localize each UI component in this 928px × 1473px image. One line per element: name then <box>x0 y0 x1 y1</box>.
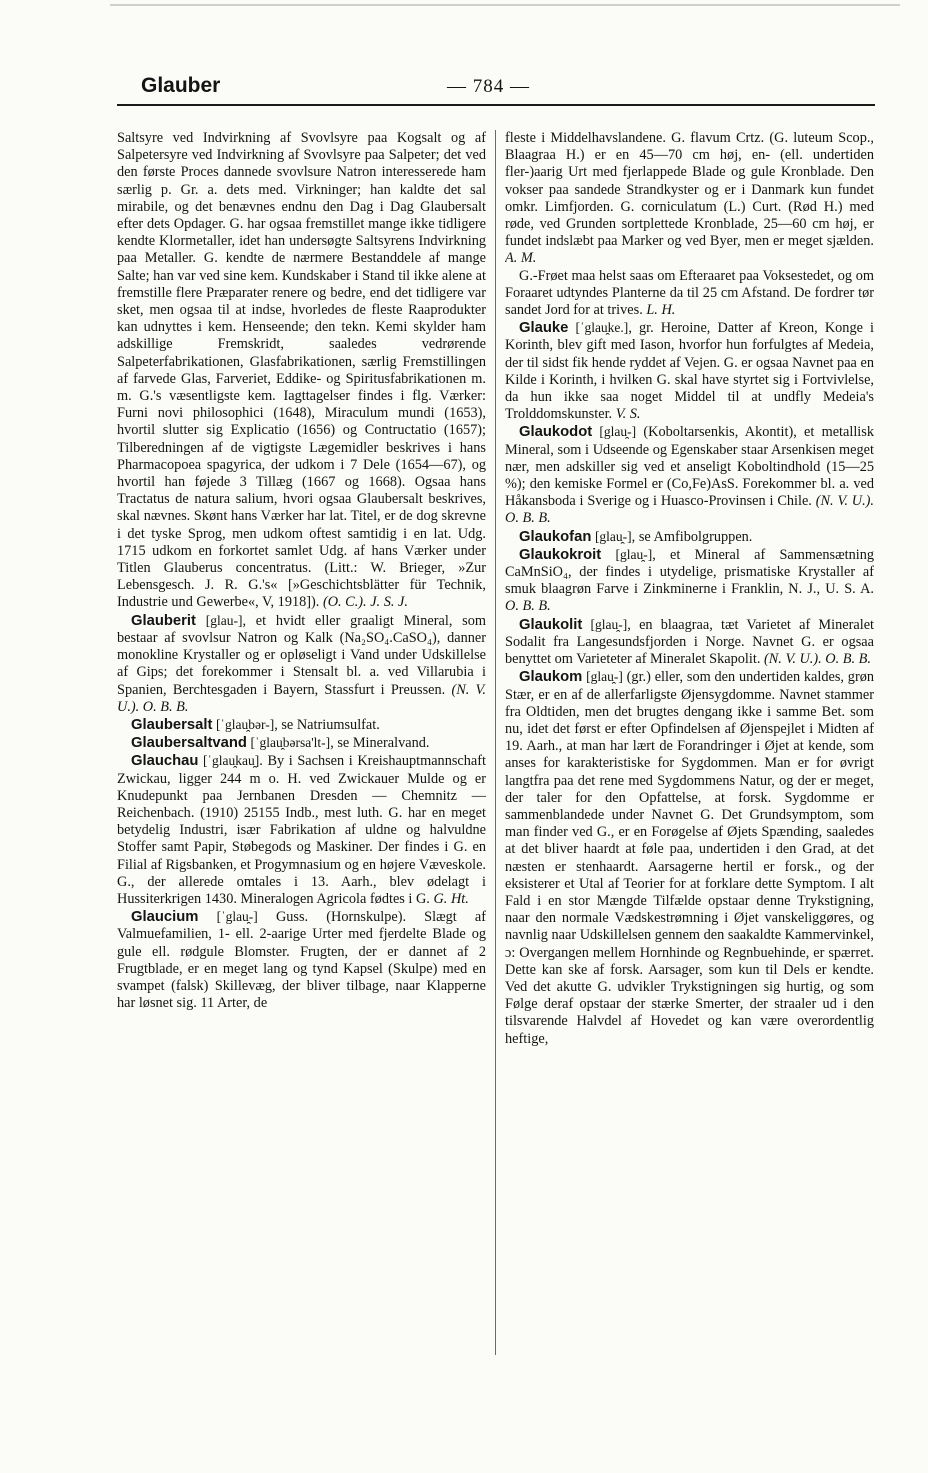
entry-pronunciation: [glau̯-] <box>590 616 628 632</box>
entry-headword: Glaukolit <box>519 616 583 633</box>
entry-text: Saltsyre ved Indvirkning af Svovlsyre paa Kogsalt og af Salpetersyre ved Indvirkning af Svovlsyre paa Salpeter; det ved den første Proces dannede svovlsure Natron interesserede ham særlig p. Gr. a. dets med. Virkninger; han kaldte det sal mirabile, og det benævnes endnu den Dag i Dag Glaubersalt efter dets Opdager. G. har ogsaa fremstillet mange ikke tidligere kendte Klormetaller, idet han undersøgte Saltsyrens Indvirkning paa Metaller. G. kendte de nærmere Bestanddele af mange Salte; han var ved sine kem. Kundskaber i Stand til ikke alene at fremstille flere Præparater renere og bedre, end det tidligere var sket, men ogsaa til at indse, hvorledes de fleste Raaprodukter kan udnyttes i kem. Henseende; den tekn. Kemi skylder ham adskillige Fremskridt, saaledes vedrørende Salpeterfabrikationen, Glasfabrikationen, særlig Fremstillingen af farvede Glas, Farveriet, Eddike- og Spiritusfabrikationen m. m. G.'s væsentligste kem. Iagttagelser findes i flg. Værker: Furni novi philosophici (1648), Miraculum mundi (1653), hvortil slutter sig Explicatio (1656) og Contructatio (1657); Tilberedningen af de vigtigste Lægemidler beskrives i hans Pharmacopoea spagyrica, der udkom i 7 Dele (1654—67), og hvortil han føjede 3 Tillæg (1667 og 1668). Ogsaa hans Tractatus de natura salium, hvori ogsaa Glaubersalt beskrives, skal nævnes. Skønt hans Værker har lat. Titel, er de dog skrevne i det tyske Sprog, men udkom oftest samtidig i en lat. Udg. 1715 udkom en forkortet samlet Udg. af hans Værker under Titlen Glauberus concentratus. (Litt.: W. Brieger, »Zur Lebensgesch. J. R. G.'s« [»Geschichtsblätter für Technik, Industrie und Gewerbe«, V, 1918]). <box>117 130 486 611</box>
entry-glauchau <box>117 752 486 908</box>
entry-pronunciation: [glau̯-] <box>599 424 637 440</box>
entry-glauber-continued <box>117 130 486 612</box>
entry-glaukofan <box>505 528 874 546</box>
entry-text: (gr.) eller, som den undertiden kaldes, grøn Stær, er en af de allerfarligste Øjensygdomme. Navnet stammer fra Oldtiden, men det brugtes dengang ikke i samme Bet. som nu, idet det først er efter Opfindelsen af Øjenspejlet i Midten af 19. Aarh., at man har lært de Forandringer i Øjet at kende, som anses for karakteristiske for Sygdommen. Man er for øvrigt langtfra paa det rene med Sygdommens Natur, og der er meget, der taler for den Opfattelse, at forsk. Sygdomme er sammenblandede under Navnet G. Det Grundsymptom, som man finder ved G., er en Forøgelse af Øjets Spænding, saaledes at det bliver haardt at føle paa, undertiden i den Grad, at det næsten er stenhaardt. Aarsagerne hertil er forsk., og der eksisterer et Utal af Teorier for at forklare dette Symptom. I alt Fald i en stor Mængde Tilfælde opstaar denne Trykstigning, naar den normale Vædskestrømning i Øjet vanskeliggøres, og navnlig naar Udskillelsen gennem den saakaldte Kammervinkel, ɔ: Overgangen mellem Hornhinde og Regnbuehinde, er spærret. Dette kan ske af forsk. Aarsager, som kun til Dels er kendte. Ved det akutte G. udvikler Trykstigningen sig hurtig, og som Følge deraf opstaar der stærke Smerter, der straaler ud i den tilsvarende Halvdel af Hovedet og kan være overordentlig heftige, <box>505 669 874 1047</box>
entry-glauke <box>505 319 874 423</box>
entry-text: , gr. Heroine, Datter af Kreon, Konge i Korinth, blev gift med Iason, hvorfor hun forfulgtes af Medeia, der til sidst fik hende ryddet af Vejen. G. er ogsaa Navnet paa en Kilde i Korinth, i hvilken G. skal have styrtet sig i Fortvivlelse, da hun ikke saa noget Middel til at undfly Medeia's Trolddomskunster. <box>505 320 874 423</box>
entry-headword: Glaukokroit <box>519 546 602 563</box>
entry-text: G.-Frøet maa helst saas om Efteraaret paa Voksestedet, og om Foraaret udtyndes Planterne da til 25 cm Afstand. De fordrer tør sandet Jord for at trives. <box>505 267 874 319</box>
entry-pronunciation: [glau̯-] <box>594 528 632 544</box>
entry-headword: Glaubersalt <box>131 716 213 733</box>
entry-author: (O. C.). J. S. J. <box>322 594 408 611</box>
entry-pronunciation: [glau̯-] <box>615 546 653 562</box>
running-head: Glauber <box>141 74 221 97</box>
entry-glauberit <box>117 612 486 716</box>
entry-glaukom <box>505 668 874 1047</box>
entry-headword: Glaukom <box>519 669 583 686</box>
entry-glaucium-cultivation <box>505 268 874 320</box>
entry-headword: Glauke <box>519 320 569 337</box>
entry-pronunciation: [ˈglau̯kau̯] <box>203 753 260 769</box>
entry-headword: Glaukofan <box>519 528 592 545</box>
entry-author: A. M. <box>505 250 537 267</box>
entry-pronunciation: [ˈglau̯ke.] <box>575 320 629 336</box>
entry-pronunciation: [glau-] <box>205 612 243 628</box>
entry-pronunciation: [ˈglau̯bər-] <box>216 716 275 732</box>
entry-headword: Glauberit <box>131 612 196 629</box>
entry-headword: Glaukodot <box>519 424 593 441</box>
entry-text: , et hvidt eller graaligt Mineral, som bestaar af svovlsur Natron og Kalk (Na₂SO₄.CaSO₄), danner monokline Krystaller og er opløseligt i Vand under Udskillelse af Gips; det forekommer i Stensalt bl. a. ved Villarubia i Spanien, Berchtesgaden i Bayern, Stassfurt i Preussen. <box>117 612 486 698</box>
entry-glaubersaltvand <box>117 734 486 752</box>
entry-pronunciation: [glau̯-] <box>586 669 623 685</box>
entry-author: V. S. <box>615 406 641 423</box>
entry-pronunciation: [ˈglau̯-] <box>216 909 258 925</box>
right-column <box>505 130 874 1355</box>
page-header <box>117 68 875 108</box>
page-number: — 784 — <box>447 76 530 97</box>
entry-text: fleste i Middelhavslandene. G. flavum Crtz. (G. luteum Scop., Blaagraa H.) er en 45—70 cm høj, en- (ell. undertiden fler-)aarig Urt med fjerlappede Blade og gule Kronblade. Den vokser paa sandede Strandkyster og er i Danmark kun fundet omkr. Limfjorden. G. corniculatum (L.) Curt. (Rød H.) med røde, ved Grunden sortplettede Kronblade, 25—60 cm høj, er fundet indslæbt paa Marker og ved Byer, men er meget sjælden. <box>505 130 874 250</box>
entry-glaukolit <box>505 616 874 669</box>
entry-author: L. H. <box>646 302 676 319</box>
entry-text: , se Mineralvand. <box>330 735 430 752</box>
entry-text: , et Mineral af Sammensætning CaMnSiO₄, der findes i utydelige, prismatiske Krystaller af smuk blaagrøn Farve i Zinkminerne i Franklin, N. J., U. S. A. <box>505 546 874 598</box>
scan-edge-line <box>110 4 900 6</box>
entry-headword: Glaucium <box>131 909 199 926</box>
entry-text: , se Natriumsulfat. <box>274 716 380 733</box>
entry-text: Guss. (Hornskulpe). Slægt af Valmuefamilien, 1- ell. 2-aarige Urter med fjerdelte Blade og gule ell. rødgule Blomster. Frugten, der er dannet af 2 Frugtblade, er en meget lang og tynd Kapsel (Skulpe) med en svampet (falsk) Skillevæg, der bliver tilbage, naar Klapperne har løsnet sig. 11 Arter, de <box>117 909 486 1012</box>
entry-headword: Glaubersaltvand <box>131 735 247 752</box>
entry-text: . By i Sachsen i Kreishauptmannschaft Zwickau, ligger 244 m o. H. ved Zwickauer Mulde og er Knudepunkt paa Jernbanen Dresden — Chemnitz — Reichenbach. (1910) 25155 Indb., mest luth. G. har en meget betydelig Industri, især Fabrikation af uldne og halvuldne Stoffer samt Papir, Støbegods og Maskiner. Der findes i G. en Filial af Rigsbanken, et Progymnasium og en højere Væveskole. G., der allerede omtales i 13. Aarh., blev ødelagt i Hussiterkrigen 1430. Mineralogen Agricola fødtes i G. <box>117 753 486 907</box>
entry-glaucium-continued <box>505 130 874 268</box>
entry-author: (N. V. U.). O. B. B. <box>117 681 486 715</box>
entry-glaucium <box>117 908 486 1012</box>
entry-text: , en blaagraa, tæt Varietet af Mineralet Sodalit fra Langesundsfjorden i Norge. Navnet G. er ogsaa benyttet om Varieteter af Mineralet Skapolit. <box>505 616 874 668</box>
left-column <box>117 130 486 1355</box>
entry-glaukodot <box>505 423 874 527</box>
column-divider <box>495 130 496 1355</box>
entry-text: (Koboltarsenkis, Akontit), et metallisk Mineral, som i Udseende og Egenskaber staar Arsenkisen meget nær, men adskiller sig ved et anseligt Koboltindhold (15—25 %); den kemiske Formel er (Co,Fe)AsS. Forekommer bl. a. ved Håkansboda i Sverige og i Huasco-Provinsen i Chile. <box>505 424 874 510</box>
entry-author: (N. V. U.). O. B. B. <box>764 651 871 668</box>
entry-pronunciation: [ˈglau̯bərsa'lt-] <box>250 735 331 751</box>
entry-author: G. Ht. <box>433 890 469 907</box>
header-rule <box>117 104 875 106</box>
entry-text: , se Amfibolgruppen. <box>631 528 753 545</box>
entry-headword: Glauchau <box>131 753 199 770</box>
entry-author: O. B. B. <box>505 598 551 615</box>
entry-glaukokroit <box>505 546 874 616</box>
entry-glaubersalt <box>117 716 486 734</box>
entry-author: (N. V. U.). O. B. B. <box>505 493 874 527</box>
